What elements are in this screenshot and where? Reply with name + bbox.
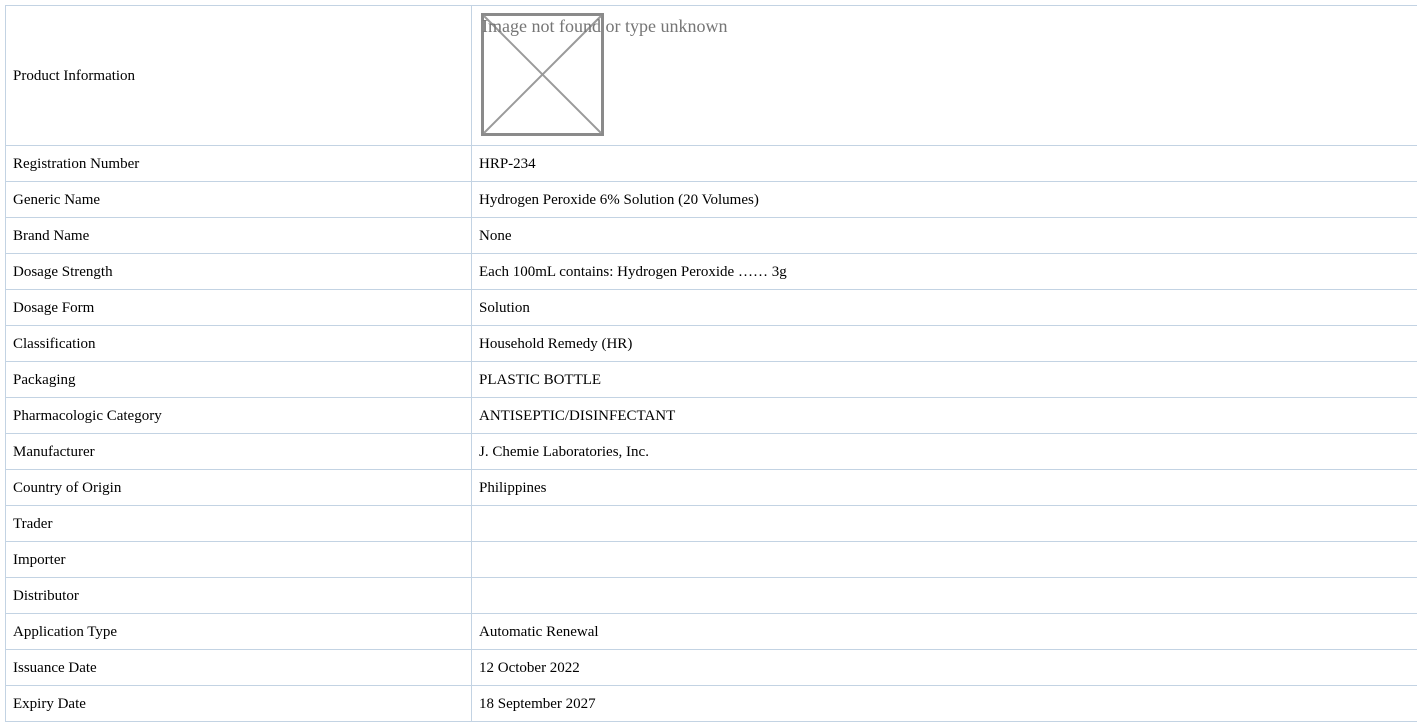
table-row [6,434,1417,470]
row-label: Importer [6,542,472,578]
row-value: PLASTIC BOTTLE [472,362,1417,398]
table-row [6,182,1417,218]
table-row [6,470,1417,506]
row-label: Generic Name [6,182,472,218]
product-image [481,13,606,138]
row-value [472,578,1417,614]
row-label: Manufacturer [6,434,472,470]
row-value [472,542,1417,578]
table-row [6,254,1417,290]
table-row [6,146,1417,182]
row-label: Expiry Date [6,686,472,722]
row-label: Brand Name [6,218,472,254]
table-row [6,506,1417,542]
row-label: Trader [6,506,472,542]
row-label: Dosage Strength [6,254,472,290]
row-value: Automatic Renewal [472,614,1417,650]
row-value [472,506,1417,542]
row-label: Issuance Date [6,650,472,686]
table-row [6,290,1417,326]
table-row [6,218,1417,254]
table-row [6,362,1417,398]
row-value: Solution [472,290,1417,326]
row-value: ANTISEPTIC/DISINFECTANT [472,398,1417,434]
row-label: Pharmacologic Category [6,398,472,434]
row-label: Packaging [6,362,472,398]
row-value: HRP-234 [472,146,1417,182]
row-label: Application Type [6,614,472,650]
product-information-label: Product Information [6,6,472,146]
table-row [6,650,1417,686]
row-label: Registration Number [6,146,472,182]
row-label: Country of Origin [6,470,472,506]
row-value: 18 September 2027 [472,686,1417,722]
table-row [6,686,1417,722]
row-value: Each 100mL contains: Hydrogen Peroxide …… 3g [472,254,1417,290]
row-value: Philippines [472,470,1417,506]
table-row [6,326,1417,362]
product-information-row [6,6,1417,146]
row-value: J. Chemie Laboratories, Inc. [472,434,1417,470]
product-info-table [5,5,1417,722]
table-row [6,542,1417,578]
image-alt-text: Image not found or type unknown [482,15,727,37]
product-image-cell [472,6,1417,146]
row-value: None [472,218,1417,254]
row-value: 12 October 2022 [472,650,1417,686]
row-label: Classification [6,326,472,362]
table-row [6,578,1417,614]
table-row [6,398,1417,434]
row-label: Dosage Form [6,290,472,326]
row-value: Hydrogen Peroxide 6% Solution (20 Volumes) [472,182,1417,218]
table-row [6,614,1417,650]
row-value: Household Remedy (HR) [472,326,1417,362]
row-label: Distributor [6,578,472,614]
